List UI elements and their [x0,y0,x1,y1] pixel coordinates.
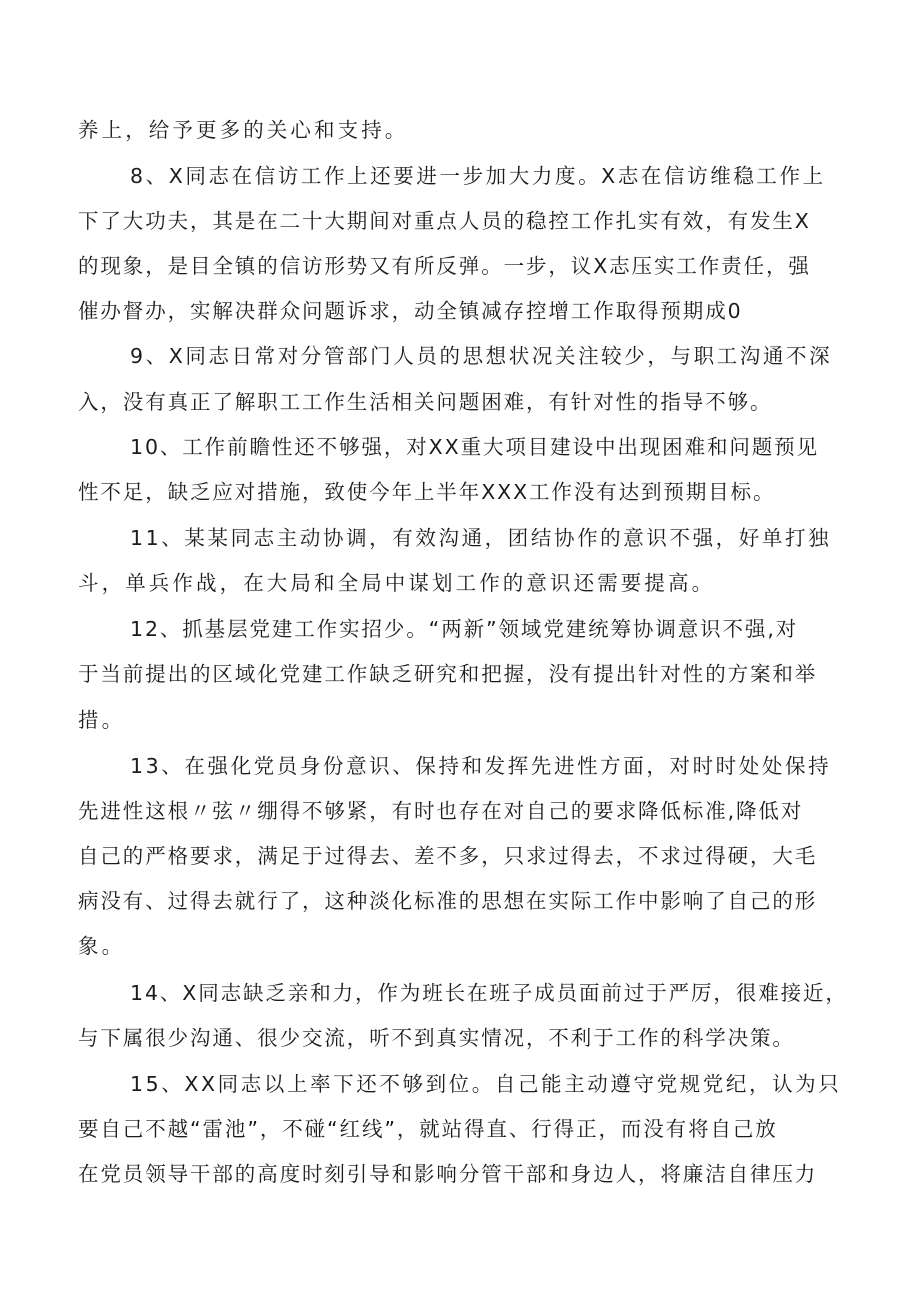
text-line-16: 先进性这根〃弦〃绷得不够紧，有时也存在对自己的要求降低标准,降低对 [78,799,804,823]
text-line-3: 下了大功夫，其是在二十大期间对重点人员的稳控工作扎实有效，有发生X [78,209,811,233]
text-line-4: 的现象，是目全镇的信访形势又有所反弹。一步，议X志压实工作责任，强 [78,254,811,278]
text-line-18: 病没有、过得去就行了，这种淡化标准的思想在实际工作中影响了自己的形 [78,889,818,913]
text-line-2: 8、X同志在信访工作上还要进一步加大力度。X志在信访维稳工作上 [130,164,826,188]
text-line-13: 于当前提出的区域化党建工作缺乏研究和把握，没有提出针对性的方案和举 [78,662,818,686]
text-line-21: 与下属很少沟通、很少交流，听不到真实情况，不利于工作的科学决策。 [78,1026,795,1050]
text-line-17: 自己的严格要求，满足于过得去、差不多，只求过得去，不求过得硬，大毛 [78,844,818,868]
text-line-23: 要自己不越“雷池”，不碰“红线”，就站得直、行得正，而没有将自己放 [78,1117,778,1141]
text-line-7: 入，没有真正了解职工工作生活相关问题困难，有针对性的指导不够。 [78,390,773,414]
text-line-12: 12、抓基层党建工作实招少。“两新”领域党建统筹协调意识不强,对 [130,617,799,641]
text-line-9: 性不足，缺乏应对措施，致使今年上半年XXX工作没有达到预期目标。 [78,480,776,504]
text-line-1: 养上，给予更多的关心和支持。 [78,118,409,142]
text-line-14: 措。 [78,708,126,732]
text-line-24: 在党员领导干部的高度时刻引导和影响分管干部和身边人，将廉洁自律压力 [78,1162,818,1186]
text-line-19: 象。 [78,934,126,958]
text-line-8: 10、工作前瞻性还不够强，对XX重大项目建设中出现困难和问题预见 [130,435,819,459]
text-line-11: 斗，单兵作战，在大局和全局中谋划工作的意识还需要提高。 [78,571,716,595]
text-line-6: 9、X同志日常对分管部门人员的思想状况关注较少，与职工沟通不深 [130,344,833,368]
text-line-15: 13、在强化党员身份意识、保持和发挥先进性方面，对时时处处保持 [130,754,832,778]
text-line-5: 催办督办，实解决群众问题诉求，动全镇减存控增工作取得预期成0 [78,299,743,323]
text-line-20: 14、X同志缺乏亲和力，作为班长在班子成员面前过于严厉，很难接近， [130,981,848,1005]
text-line-22: 15、XX同志以上率下还不够到位。自己能主动遵守党规党纪，认为只 [130,1072,842,1096]
text-line-10: 11、某某同志主动协调，有效沟通，团结协作的意识不强，好单打独 [130,526,832,550]
